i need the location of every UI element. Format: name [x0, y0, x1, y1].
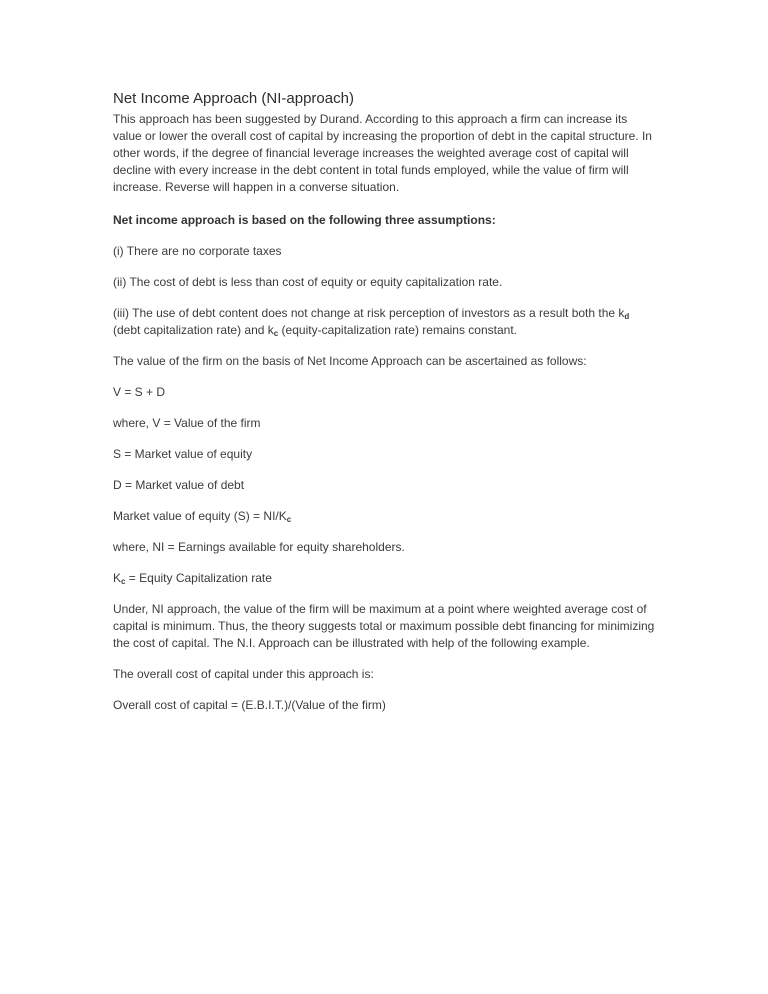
assumption-3-part2: (debt capitalization rate) and k	[113, 323, 274, 337]
document-page	[113, 90, 658, 714]
overall-formula: Overall cost of capital = (E.B.I.T.)/(Value of the firm)	[113, 698, 386, 712]
assumption-3-part1: (iii) The use of debt content does not change at risk perception of investors as a result both the k	[113, 306, 625, 320]
kc-subscript: c	[273, 329, 279, 338]
kd-subscript: d	[624, 312, 630, 321]
under-ni-paragraph: Under, NI approach, the value of the firm will be maximum at a point where weighted average cost of capital is minimum. Thus, the theory suggests total or maximum possible debt financing for minimizing the cost of capital. The N.I. Approach can be illustrated with help of the following example.	[113, 602, 655, 650]
s-definition: S = Market value of equity	[113, 447, 253, 461]
assumption-2: (ii) The cost of debt is less than cost of equity or equity capitalization rate.	[113, 275, 503, 289]
assumptions-heading: Net income approach is based on the following three assumptions:	[113, 213, 496, 227]
kc-def-text: = Equity Capitalization rate	[125, 571, 272, 585]
formula-v: V = S + D	[113, 385, 166, 399]
equity-formula-text: Market value of equity (S) = NI/K	[113, 509, 287, 523]
kc-definition	[113, 570, 658, 587]
equity-formula	[113, 508, 658, 525]
assumption-3-part3: (equity-capitalization rate) remains constant.	[278, 323, 517, 337]
where-v-definition: where, V = Value of the firm	[113, 416, 261, 430]
assumption-1: (i) There are no corporate taxes	[113, 244, 282, 258]
page-title: Net Income Approach (NI-approach)	[113, 90, 354, 107]
intro-paragraph: This approach has been suggested by Durand. According to this approach a firm can increase its value or lower the overall cost of capital by increasing the proportion of debt in the capital structure. In other words, if the degree of financial leverage increases the weighted average cost of capital will decline with every increase in the debt content in total funds employed, while the value of firm will increase. Reverse will happen in a converse situation.	[113, 112, 652, 194]
assumption-3	[113, 305, 658, 339]
where-ni-definition: where, NI = Earnings available for equity shareholders.	[113, 540, 405, 554]
kc-prefix: K	[113, 571, 122, 585]
d-definition: D = Market value of debt	[113, 478, 245, 492]
equity-formula-subscript: c	[286, 515, 292, 524]
value-intro: The value of the firm on the basis of Net Income Approach can be ascertained as follows:	[113, 354, 587, 368]
kc-def-subscript: c	[121, 577, 126, 586]
overall-intro: The overall cost of capital under this approach is:	[113, 667, 374, 681]
